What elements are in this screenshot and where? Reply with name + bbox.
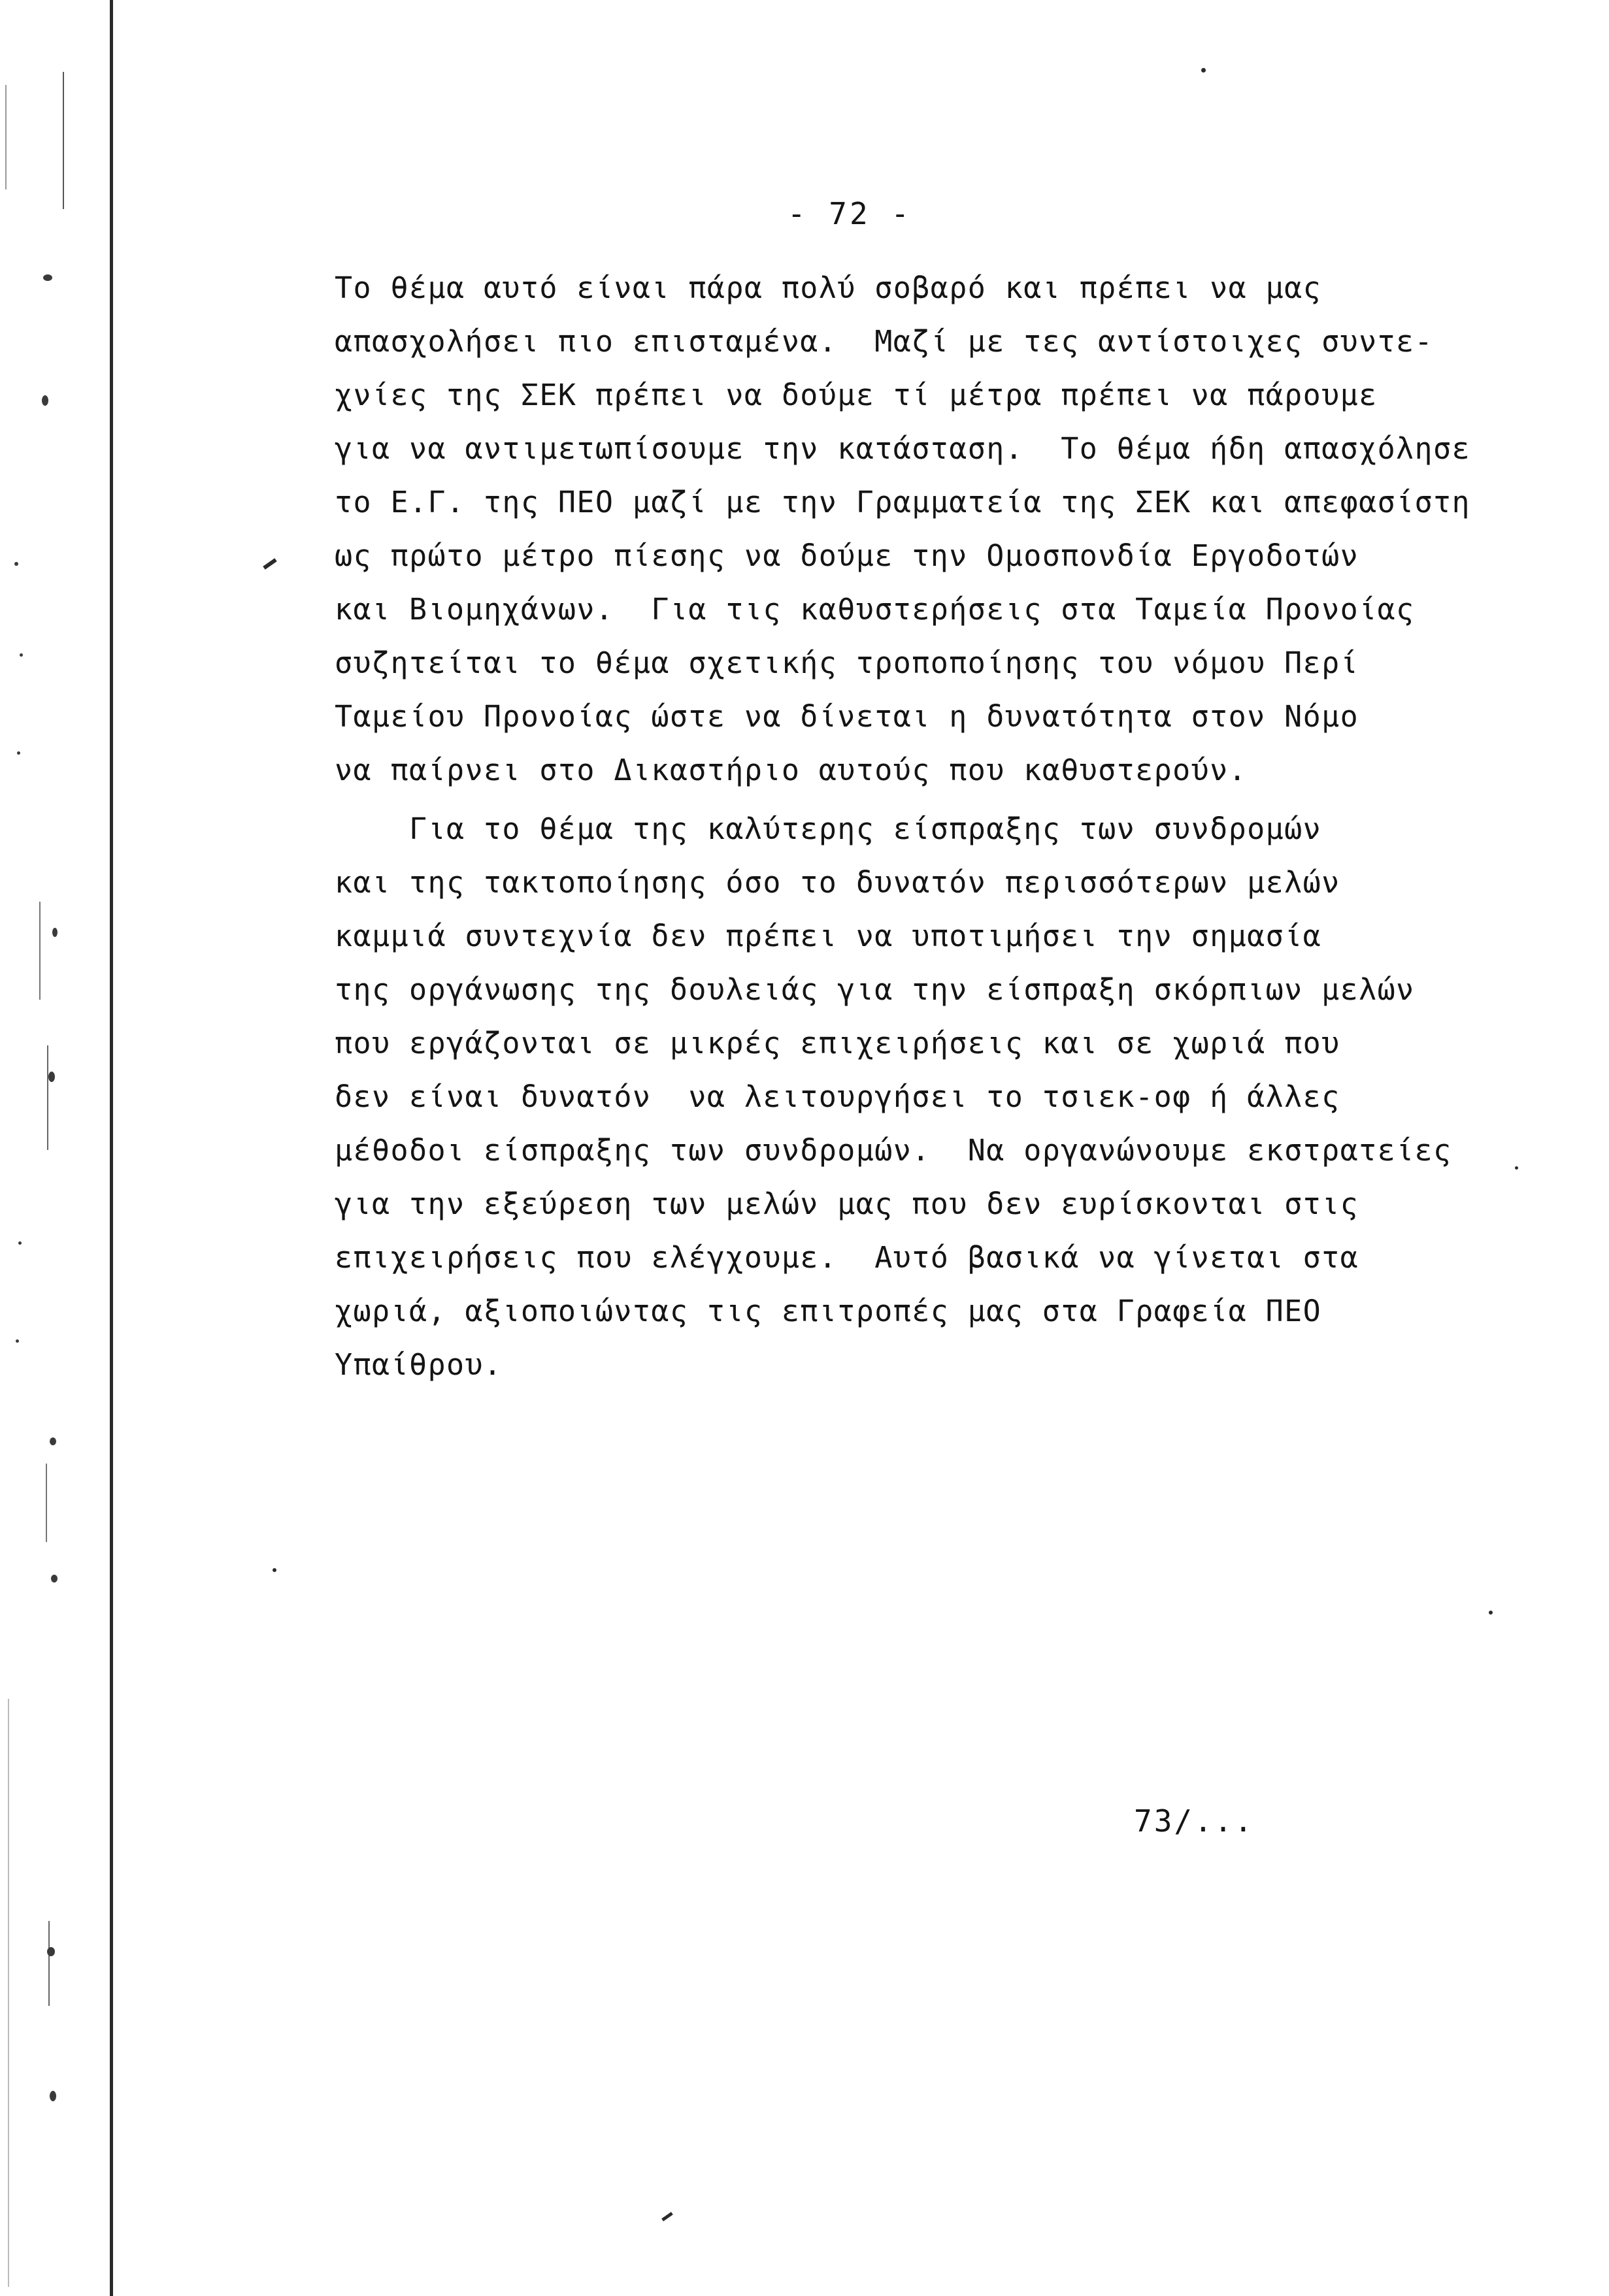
paragraph-2 — [335, 802, 1531, 1392]
binding-edge-line — [110, 0, 113, 2296]
page-number: - 72 - — [787, 196, 912, 231]
paragraph-line: χνίες της ΣΕΚ πρέπει να δούμε τί μέτρα πρέπει να πάρουμε — [335, 378, 1378, 412]
paragraph-line: το Ε.Γ. της ΠΕΟ μαζί με την Γραμματεία της ΣΕΚ και απεφασίστη — [335, 485, 1471, 519]
paragraph-1 — [335, 261, 1531, 797]
paragraph-line: Για το θέμα της καλύτερης είσπραξης των συνδρομών — [335, 812, 1322, 846]
paragraph-line: επιχειρήσεις που ελέγχουμε. Αυτό βασικά να γίνεται στα — [335, 1240, 1359, 1275]
paragraph-line: ως πρώτο μέτρο πίεσης να δούμε την Ομοσπονδία Εργοδοτών — [335, 538, 1359, 573]
paragraph-line: για να αντιμετωπίσουμε την κατάσταση. Το θέμα ήδη απασχόλησε — [335, 431, 1471, 466]
paragraph-line: μέθοδοι είσπραξης των συνδρομών. Να οργανώνουμε εκστρατείες — [335, 1133, 1452, 1168]
paragraph-line: Ταμείου Προνοίας ώστε να δίνεται η δυνατότητα στον Νόμο — [335, 699, 1359, 734]
paragraph-line: Το θέμα αυτό είναι πάρα πολύ σοβαρό και πρέπει να μας — [335, 271, 1322, 305]
paragraph-line: της οργάνωσης της δουλειάς για την είσπραξη σκόρπιων μελών — [335, 972, 1415, 1007]
paragraph-line: καμμιά συντεχνία δεν πρέπει να υποτιμήσει την σημασία — [335, 919, 1322, 953]
scan-mark — [661, 2212, 673, 2221]
paragraph-line: χωριά, αξιοποιώντας τις επιτροπές μας στα Γραφεία ΠΕΟ — [335, 1294, 1322, 1328]
scan-edge-artifacts — [0, 0, 105, 2296]
paragraph-line: δεν είναι δυνατόν να λειτουργήσει το τσιεκ-οφ ή άλλες — [335, 1079, 1340, 1114]
paragraph-line: συζητείται το θέμα σχετικής τροποποίησης του νόμου Περί — [335, 646, 1359, 680]
paragraph-line: απασχολήσει πιο επισταμένα. Μαζί με τες αντίστοιχες συντε- — [335, 324, 1434, 359]
paragraph-line: Υπαίθρου. — [335, 1347, 503, 1382]
paragraph-line: για την εξεύρεση των μελών μας που δεν ευρίσκονται στις — [335, 1187, 1359, 1221]
paragraph-line: και της τακτοποίησης όσο το δυνατόν περισσότερων μελών — [335, 865, 1340, 900]
paragraph-line: και Βιομηχάνων. Για τις καθυστερήσεις στα Ταμεία Προνοίας — [335, 592, 1415, 627]
paragraph-line: που εργάζονται σε μικρές επιχειρήσεις και σε χωριά που — [335, 1026, 1340, 1060]
paragraph-line: να παίρνει στο Δικαστήριο αυτούς που καθυστερούν. — [335, 753, 1248, 787]
continuation-marker: 73/... — [1134, 1803, 1255, 1839]
scan-mark — [273, 1568, 276, 1572]
scan-mark — [1201, 68, 1206, 73]
scan-mark — [1489, 1611, 1493, 1615]
scan-mark — [263, 558, 276, 570]
